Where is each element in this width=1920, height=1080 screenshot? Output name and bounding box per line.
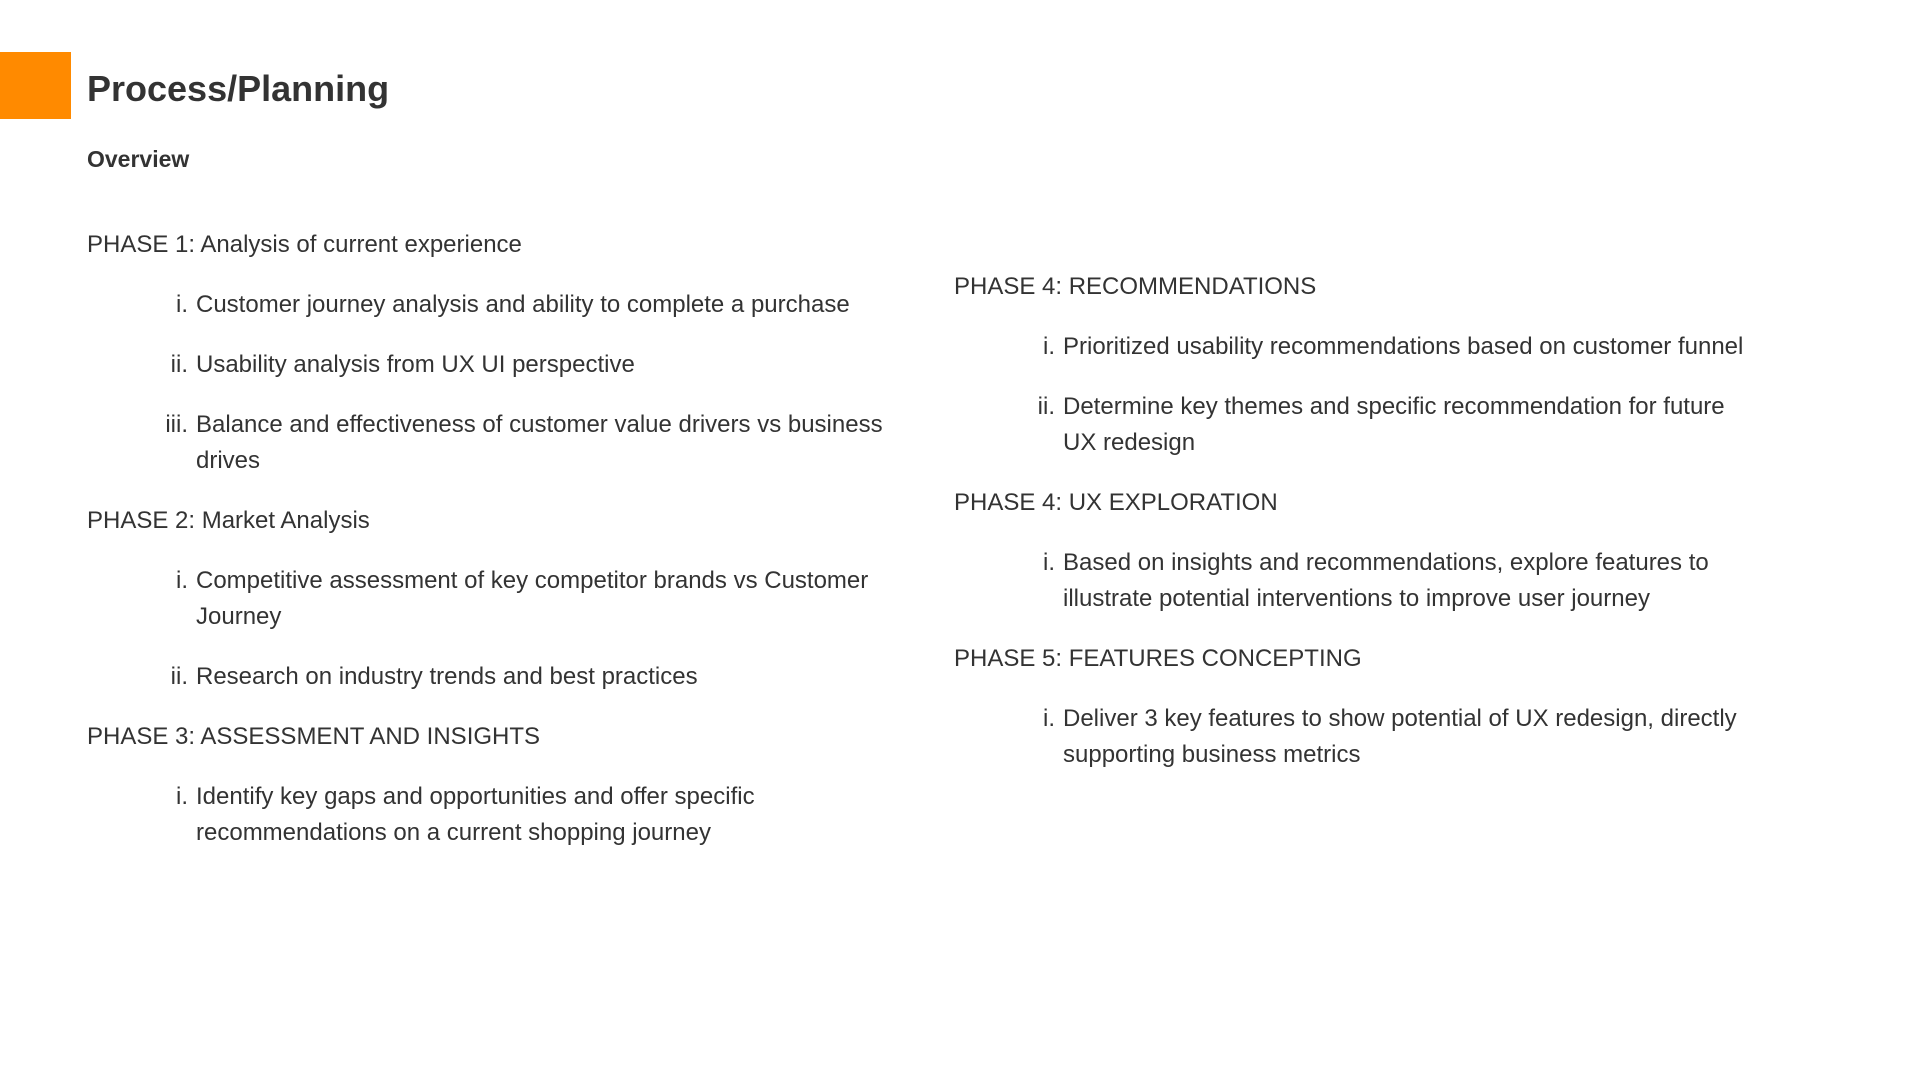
phase-items (87, 287, 947, 479)
item-number: i. (176, 291, 188, 318)
item-number: i. (176, 567, 188, 594)
item-text: Deliver 3 key features to show potential of UX redesign, directly supporting business metrics (1063, 705, 1737, 768)
item-number: ii. (1037, 393, 1055, 420)
phase-items (954, 329, 1814, 461)
item-number: i. (1043, 333, 1055, 360)
left-column (87, 227, 947, 875)
list-item (87, 407, 947, 479)
list-item (954, 329, 1814, 365)
list-item (954, 701, 1814, 773)
item-text: Customer journey analysis and ability to complete a purchase (196, 291, 850, 318)
list-item (87, 287, 947, 323)
list-item (87, 347, 947, 383)
section-subtitle: Overview (87, 146, 190, 172)
phase-title: PHASE 4: RECOMMENDATIONS (954, 273, 1317, 300)
item-text: Prioritized usability recommendations based on customer funnel (1063, 333, 1744, 360)
item-number: i. (1043, 705, 1055, 732)
page-title: Process/Planning (87, 68, 390, 109)
list-item (954, 545, 1814, 617)
phase-block (954, 485, 1814, 617)
right-column (954, 269, 1814, 797)
item-text: Determine key themes and specific recommendation for future UX redesign (1063, 393, 1725, 456)
phase-title: PHASE 1: Analysis of current experience (87, 231, 522, 258)
phase-items (87, 779, 947, 851)
item-text: Identify key gaps and opportunities and offer specific recommendations on a current shopping journey (196, 783, 755, 846)
phase-title: PHASE 4: UX EXPLORATION (954, 489, 1278, 516)
phase-items (954, 701, 1814, 773)
item-text: Balance and effectiveness of customer value drivers vs business drives (196, 411, 883, 474)
list-item (87, 779, 947, 851)
phase-title: PHASE 3: ASSESSMENT AND INSIGHTS (87, 723, 541, 750)
item-number: ii. (170, 351, 188, 378)
phase-block (87, 503, 947, 695)
phase-block (954, 641, 1814, 773)
list-item (954, 389, 1814, 461)
phase-title: PHASE 5: FEATURES CONCEPTING (954, 645, 1362, 672)
accent-block (0, 52, 71, 119)
phase-block (87, 719, 947, 851)
phase-block (954, 269, 1814, 461)
item-text: Usability analysis from UX UI perspective (196, 351, 635, 378)
list-item (87, 659, 947, 695)
phase-items (954, 545, 1814, 617)
item-number: iii. (165, 411, 188, 438)
phase-block (87, 227, 947, 479)
item-number: ii. (170, 663, 188, 690)
phase-title: PHASE 2: Market Analysis (87, 507, 370, 534)
item-number: i. (176, 783, 188, 810)
phase-items (87, 563, 947, 695)
list-item (87, 563, 947, 635)
item-number: i. (1043, 549, 1055, 576)
item-text: Based on insights and recommendations, explore features to illustrate potential interventions to improve user journey (1063, 549, 1709, 612)
item-text: Research on industry trends and best practices (196, 663, 698, 690)
item-text: Competitive assessment of key competitor brands vs Customer Journey (196, 567, 869, 630)
